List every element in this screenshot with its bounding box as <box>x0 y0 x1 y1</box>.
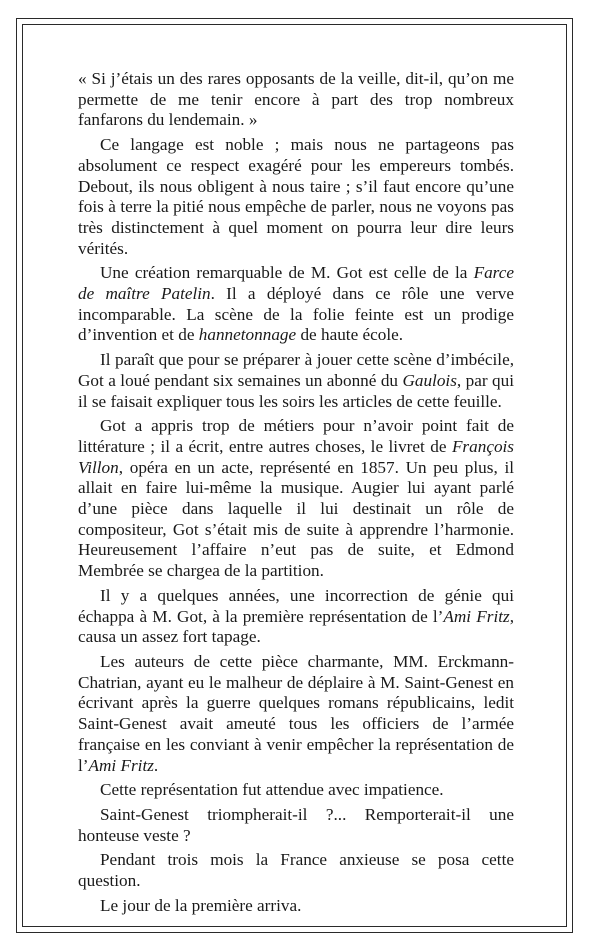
text-run: Il paraît que pour se préparer à jouer cette scène d’imbécile, Got a loué pendant six semaines un abonné du <box>78 350 514 390</box>
text-run: Saint-Genest triompherait-il ?... Remporterait-il une honteuse veste ? <box>78 804 514 845</box>
text-run: Cette représentation fut attendue avec impatience. <box>100 780 444 800</box>
paragraph <box>78 135 514 259</box>
text-run: Une création remarquable de M. Got est celle de la <box>100 263 474 283</box>
italic-title-text: hannetonnage <box>198 325 297 345</box>
paragraph <box>78 780 514 801</box>
text-run: de haute école. <box>296 325 404 345</box>
text-run: . <box>153 755 159 775</box>
paragraph <box>78 896 514 917</box>
paragraph <box>78 652 514 776</box>
text-run: Le jour de la première arriva. <box>100 895 302 915</box>
paragraph <box>78 69 514 131</box>
text-run: Got a appris trop de métiers pour n’avoir point fait de littérature ; il a écrit, entre autres choses, le livret de <box>78 416 514 456</box>
text-run: . Il a déployé dans ce rôle une verve incomparable. La scène de la folie feinte est un prodige d’invention et de <box>78 284 514 345</box>
text-run: , causa un assez fort tapage. <box>78 606 514 647</box>
paragraph <box>78 416 514 582</box>
paragraph <box>78 263 514 346</box>
text-run: « Si j’étais un des rares opposants de la veille, dit-il, qu’on me permette de me tenir encore à part des trop nombreux fanfarons du lendemain. » <box>78 69 514 130</box>
italic-title-text: Ami Fritz <box>88 755 154 775</box>
paragraph <box>78 350 514 412</box>
text-run: Il y a quelques années, une incorrection de génie qui échappa à M. Got, à la première représentation de l’ <box>78 585 514 626</box>
paragraph <box>78 850 514 891</box>
text-run: , par qui il se faisait expliquer tous les soirs les articles de cette feuille. <box>78 370 514 411</box>
text-run: Ce langage est noble ; mais nous ne partageons pas absolument ce respect exagéré pour les empereurs tombés. Debout, ils nous obligent à nous taire ; s’il faut encore qu’une fois à terre la pitié nous empêche de parler, nous ne voyons pas très distinctement à quel moment on pourra leur dire leurs vérités. <box>78 135 514 258</box>
text-run: Pendant trois mois la France anxieuse se posa cette question. <box>78 850 514 891</box>
text-run: Les auteurs de cette pièce charmante, MM. Erckmann-Chatrian, ayant eu le malheur de déplaire à M. Saint-Genest en écrivant après la guerre quelques romans républicains, ledit Saint-Genest avait ameuté tous les officiers de l’armée française en les conviant à venir empêcher la représentation de l’ <box>78 651 514 775</box>
paragraph <box>78 586 514 648</box>
body-text <box>78 69 514 920</box>
italic-title-text: Ami Fritz <box>443 606 510 626</box>
italic-title-text: Farce de maître Patelin <box>78 263 514 304</box>
italic-title-text: Gaulois <box>402 370 457 390</box>
paragraph <box>78 805 514 846</box>
text-run: , opéra en un acte, représenté en 1857. Un peu plus, il allait en faire lui-même la musique. Augier lui ayant parlé d’une pièce dans laquelle il lui destinait un rôle de compositeur, Got s’était mis de suite à apprendre l’harmonie. Heureusement l’affaire n’eut pas de suite, et Edmond Membrée se chargea de la partition. <box>78 457 514 581</box>
italic-title-text: François Villon <box>78 436 514 477</box>
